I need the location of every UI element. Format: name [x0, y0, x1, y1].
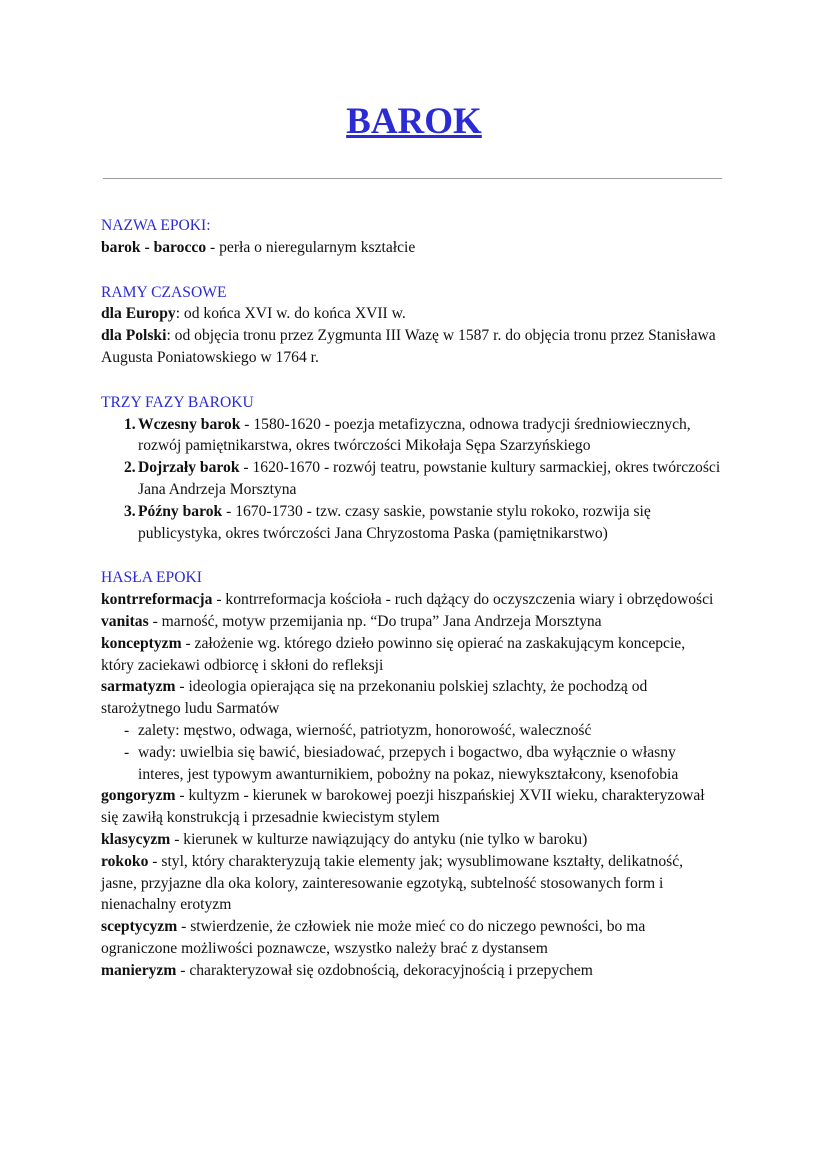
term: Dojrzały barok: [138, 459, 240, 477]
term: manieryzm: [101, 961, 177, 979]
list-item: [101, 501, 721, 545]
term: sarmatyzm: [101, 678, 176, 696]
definition: - 1670-1730 - tzw. czasy saskie, powstanie stylu rokoko, rozwija się publicystyka, okres twórczości Jana Chryzostoma Paska (pamiętnikarstwo): [138, 502, 651, 542]
definition: - styl, który charakteryzują takie elementy jak; wysublimowane kształty, delikatność, jasne, przyjazne dla oka kolory, zainteresowanie egzotyką, subtelność stosowanych form i nienachalny erotyzm: [101, 852, 684, 914]
section-ramy-czasowe: [101, 282, 721, 369]
definition: - perła o nieregularnym kształcie: [206, 238, 416, 256]
document-body: [101, 215, 721, 1005]
term: Wczesny barok: [138, 415, 241, 433]
definition: - kontrreformacja kościoła - ruch dążący do oczyszczenia wiary i obrzędowości: [212, 591, 714, 609]
list-item: [101, 742, 721, 786]
definition: - marność, motyw przemijania np. “Do trupa” Jana Andrzeja Morsztyna: [148, 612, 602, 630]
list-text: zalety: męstwo, odwaga, wierność, patriotyzm, honorowość, waleczność: [138, 721, 592, 739]
section-heading: RAMY CZASOWE: [101, 283, 227, 301]
definition: - charakteryzował się ozdobnością, dekoracyjnością i przepychem: [176, 961, 593, 979]
paragraph: [101, 676, 721, 720]
term: rokoko: [101, 852, 149, 870]
section-trzy-fazy: [101, 392, 721, 545]
list-text: wady: uwielbia się bawić, biesiadować, przepych i bogactwo, dba wyłącznie o własny interes, jest typowym awanturnikiem, pobożny na pokaz, niewykształcony, ksenofobia: [138, 743, 679, 783]
term: kontrreformacja: [101, 591, 213, 609]
page-title: BAROK: [346, 101, 482, 142]
list-item: [101, 414, 721, 458]
sarmatyzm-list: [101, 720, 721, 785]
definition: - ideologia opierająca się na przekonaniu polskiej szlachty, że pochodzą od starożytnego ludu Sarmatów: [101, 678, 648, 718]
list-number: 3.: [124, 502, 136, 520]
definition: - stwierdzenie, że człowiek nie może mieć co do niczego pewności, bo ma ograniczone możliwości poznawcze, wszystko należy brać z dystansem: [101, 918, 646, 957]
term: Późny barok: [138, 502, 223, 520]
phases-list: [101, 414, 721, 545]
list-number: 1.: [124, 415, 136, 433]
list-number: 2.: [124, 459, 136, 477]
paragraph: [101, 916, 721, 960]
term: gongoryzm: [101, 787, 176, 805]
paragraph: [101, 611, 721, 633]
section-hasla-epoki: [101, 567, 721, 981]
paragraph: [101, 589, 721, 611]
term: vanitas: [101, 612, 149, 630]
term: klasycyzm: [101, 830, 171, 848]
paragraph: [101, 237, 721, 259]
list-item: [101, 457, 721, 501]
list-dash: -: [124, 721, 130, 739]
term: dla Europy: [101, 305, 176, 323]
paragraph: [101, 960, 721, 982]
term: barok - barocco: [101, 238, 207, 256]
term: konceptyzm: [101, 634, 182, 652]
paragraph: [101, 633, 721, 677]
section-heading: TRZY FAZY BAROKU: [101, 393, 254, 411]
list-item: [101, 720, 721, 742]
paragraph: [101, 785, 721, 829]
paragraph: [101, 325, 721, 369]
paragraph: [101, 303, 721, 325]
term: dla Polski: [101, 327, 167, 345]
definition: - kultyzm - kierunek w barokowej poezji hiszpańskiej XVII wieku, charakteryzował się zawiłą konstrukcją i przesadnie kwiecistym stylem: [101, 787, 705, 827]
list-dash: -: [124, 743, 130, 761]
paragraph: [101, 851, 721, 916]
term: sceptycyzm: [101, 918, 178, 936]
definition: - 1580-1620 - poezja metafizyczna, odnowa tradycji średniowiecznych, rozwój pamiętnikarstwa, okres twórczości Mikołaja Sępa Szarzyńskiego: [138, 415, 691, 455]
paragraph: [101, 829, 721, 851]
definition: - założenie wg. którego dzieło powinno się opierać na zaskakującym koncepcie, który zaciekawi odbiorcę i skłoni do refleksji: [101, 634, 686, 674]
definition: : od końca XVI w. do końca XVII w.: [175, 305, 406, 323]
section-heading: NAZWA EPOKI:: [101, 217, 211, 234]
title-divider: [103, 178, 722, 179]
definition: - 1620-1670 - rozwój teatru, powstanie kultury sarmackiej, okres twórczości Jana Andrzeja Morsztyna: [138, 459, 721, 498]
section-heading: HASŁA EPOKI: [101, 569, 202, 587]
section-nazwa-epoki: [101, 215, 721, 259]
definition: : od objęcia tronu przez Zygmunta III Wazę w 1587 r. do objęcia tronu przez Stanisława Augusta Poniatowskiego w 1764 r.: [101, 327, 716, 366]
definition: - kierunek w kulturze nawiązujący do antyku (nie tylko w baroku): [170, 830, 588, 848]
